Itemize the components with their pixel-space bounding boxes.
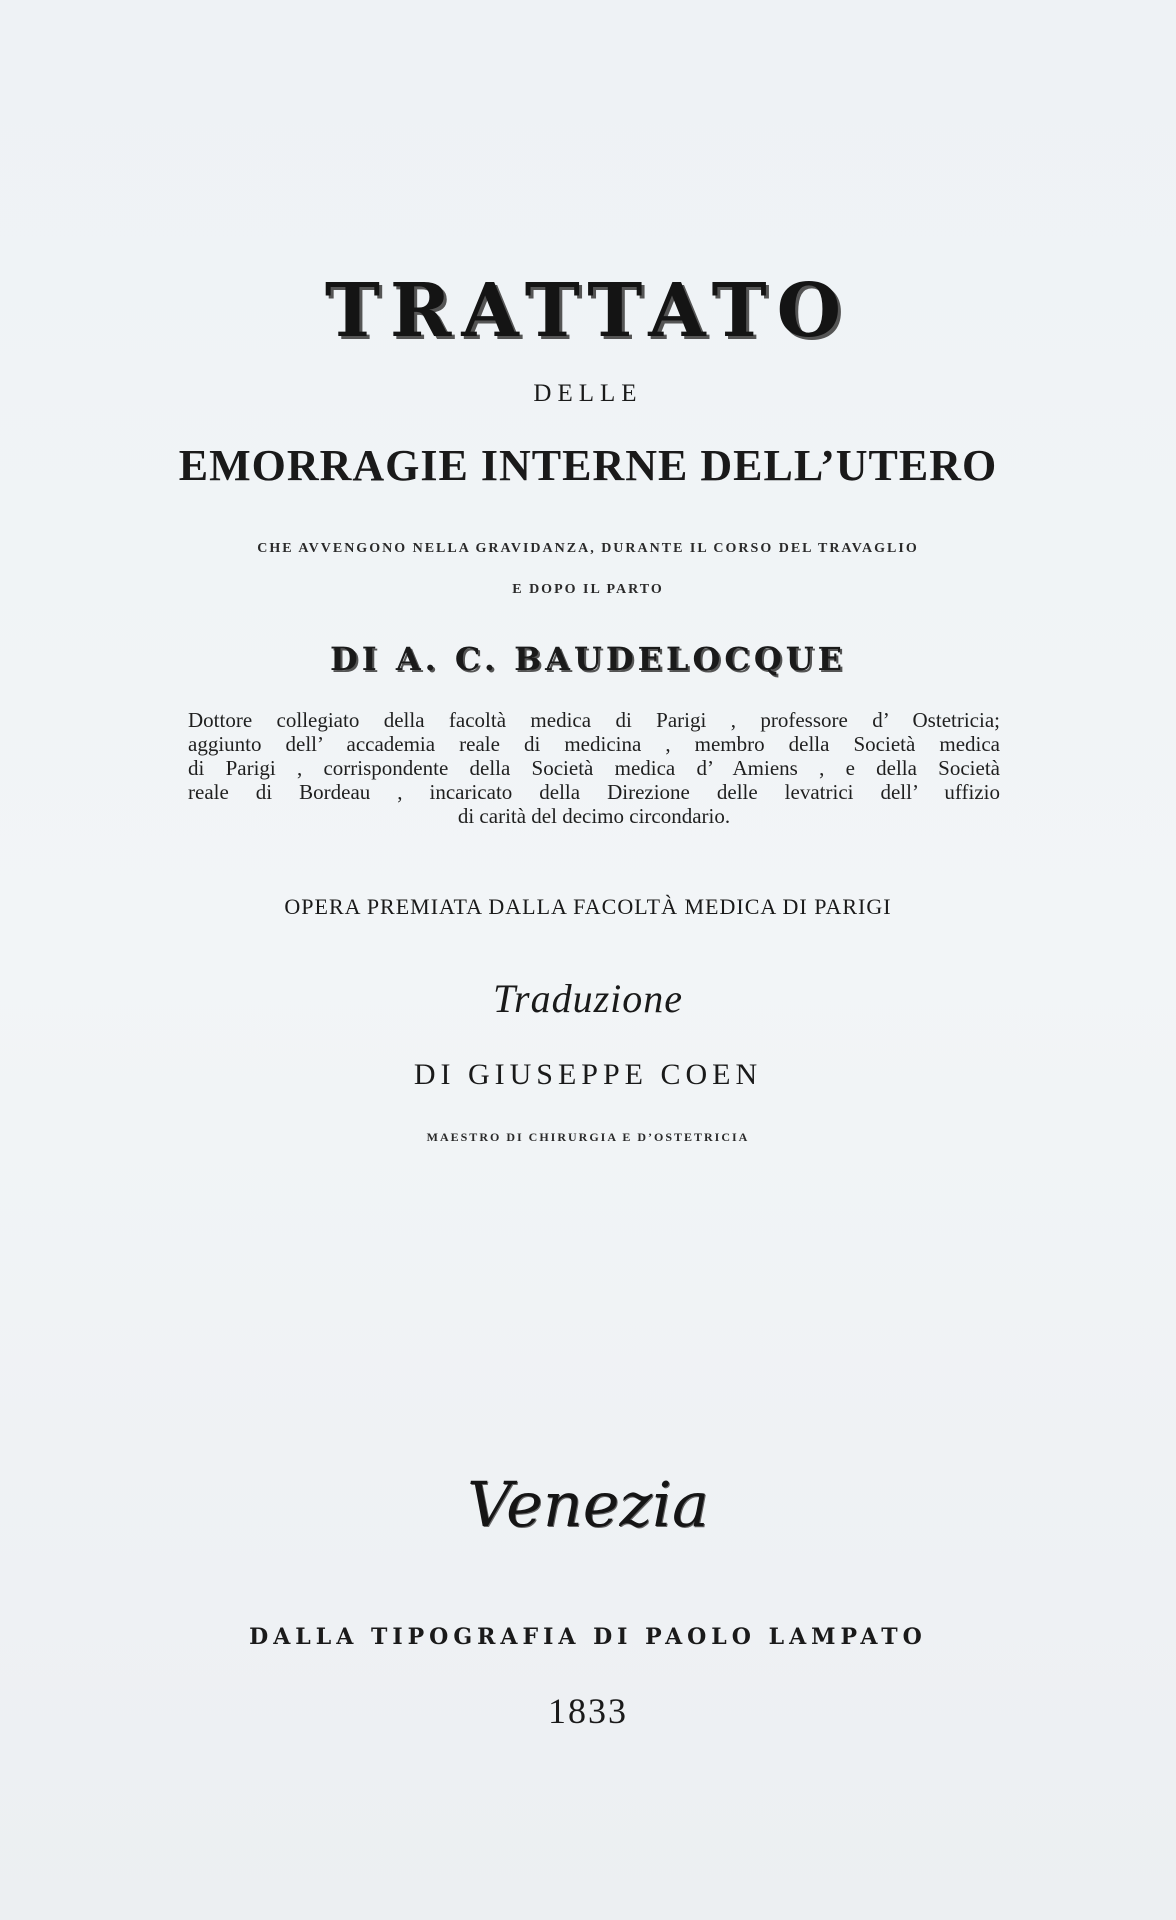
printer-line: DALLA TIPOGRAFIA DI PAOLO LAMPATO [249,1624,927,1650]
qualification-line: Dottore collegiato della facoltà medica di Parigi , professore d’ Ostetricia; [188,708,1000,732]
book-subject: EMORRAGIE INTERNE DELL’UTERO [178,441,998,490]
publication-year: 1833 [548,1691,628,1731]
award-line: OPERA PREMIATA DALLA FACOLTÀ MEDICA DI PARIGI [284,894,892,919]
book-title: TRATTATO [324,268,852,354]
subtitle-line-2: E DOPO IL PARTO [512,582,664,597]
translator-title: MAESTRO DI CHIRURGIA E D’OSTETRICIA [426,1130,750,1144]
author-qualifications [188,708,1000,828]
translation-label: Traduzione [492,976,684,1021]
author-line: DI A. C. BAUDELOCQUE [329,640,847,678]
qualification-line: aggiunto dell’ accademia reale di medicina , membro della Società medica [188,732,1000,756]
translator-name: DI GIUSEPPE COEN [413,1058,763,1091]
subtitle-line-1: CHE AVVENGONO NELLA GRAVIDANZA, DURANTE IL CORSO DEL TRAVAGLIO [257,541,919,556]
title-connector: DELLE [533,380,643,407]
place-of-publication: Venezia [467,1468,709,1541]
qualification-line: di Parigi , corrispondente della Società medica d’ Amiens , e della Società [188,756,1000,780]
qualification-line: reale di Bordeau , incaricato della Direzione delle levatrici dell’ uffizio [188,780,1000,804]
qualification-line: di carità del decimo circondario. [457,804,731,828]
